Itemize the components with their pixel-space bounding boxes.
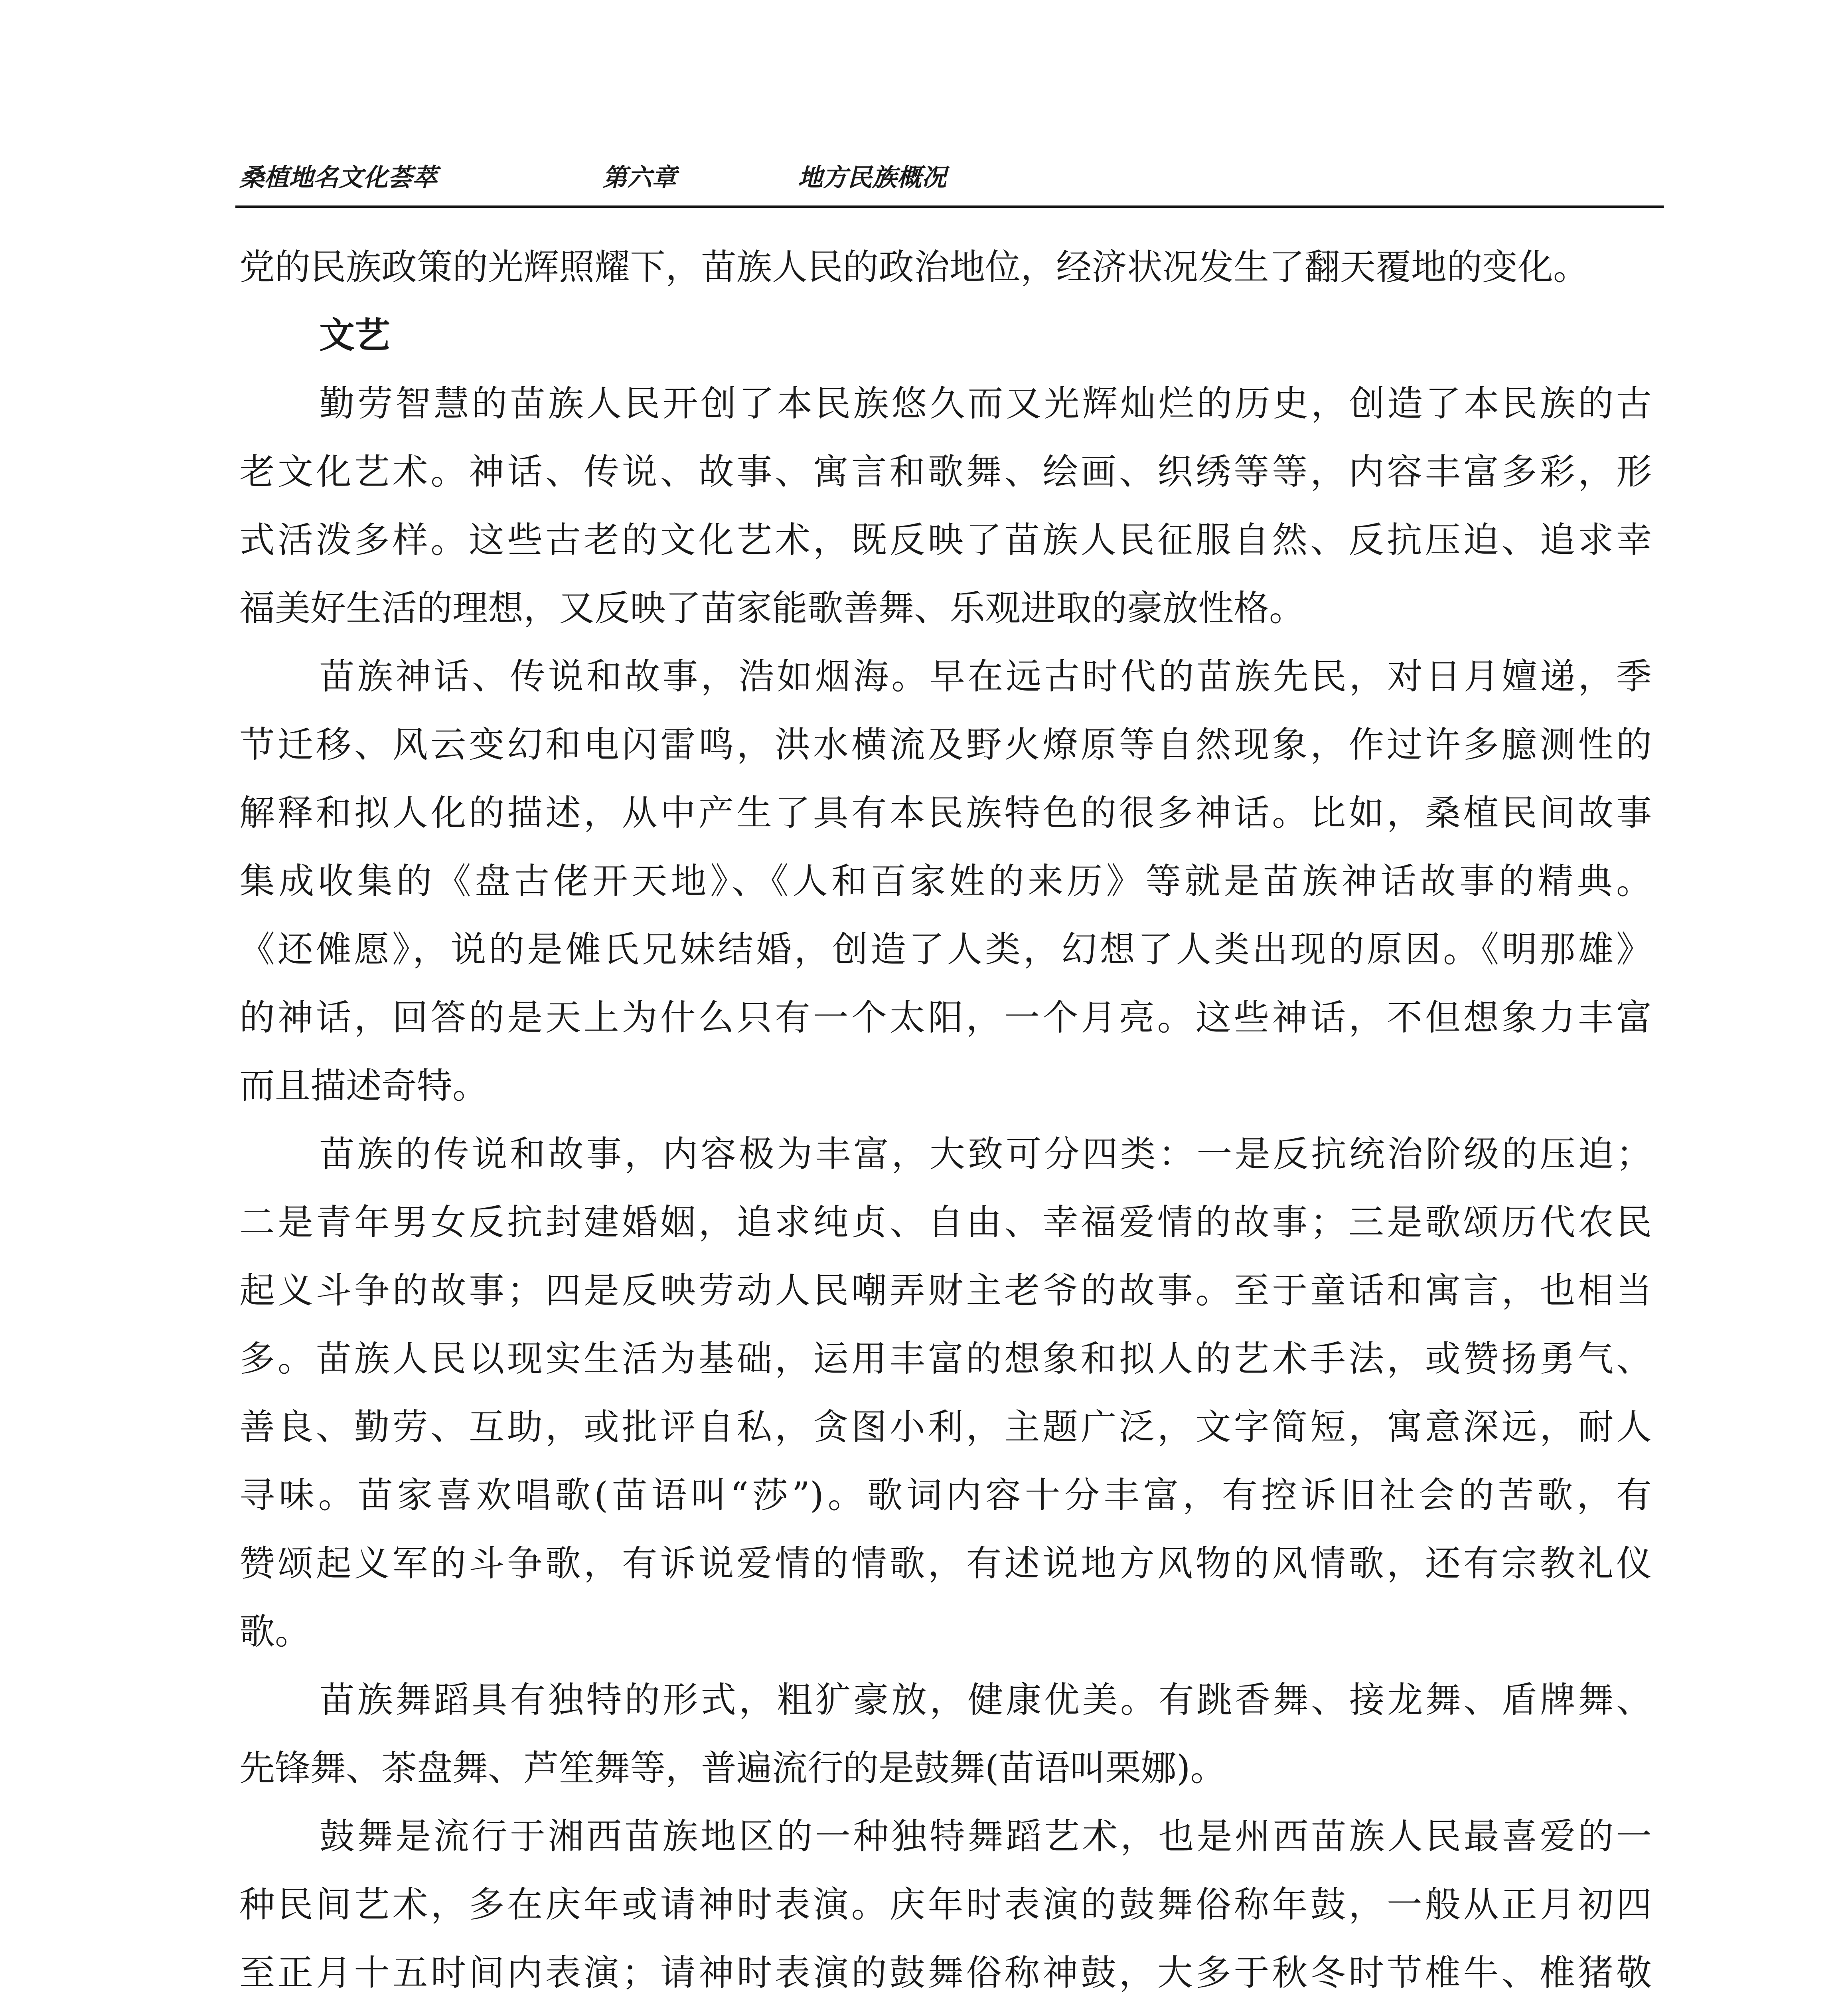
section-title: 文艺 [319,314,390,356]
paragraph-line: 解释和拟人化的描述，从中产生了具有本民族特色的很多神话。比如，桑植民间故事 [239,792,1652,834]
paragraph-line: 节迁移、风云变幻和电闪雷鸣，洪水横流及野火燎原等自然现象，作过许多臆测性的 [239,724,1652,765]
running-header [235,154,1664,201]
paragraph-line: 《还傩愿》，说的是傩氏兄妹结婚，创造了人类，幻想了人类出现的原因。《明那雄》 [239,928,1652,970]
paragraph-line: 苗族舞蹈具有独特的形式，粗犷豪放，健康优美。有跳香舞、接龙舞、盾牌舞、 [319,1679,1652,1720]
paragraph-line: 赞颂起义军的斗争歌，有诉说爱情的情歌，有述说地方风物的风情歌，还有宗教礼仪 [239,1543,1652,1584]
paragraph-line: 歌。 [239,1611,310,1652]
paragraph-line: 种民间艺术，多在庆年或请神时表演。庆年时表演的鼓舞俗称年鼓，一般从正月初四 [239,1884,1652,1925]
header-rule [235,205,1664,208]
page-body [239,239,1652,1995]
paragraph-line: 集成收集的《盘古佬开天地》、《人和百家姓的来历》等就是苗族神话故事的精典。 [239,860,1652,902]
paragraph-line: 福美好生活的理想，又反映了苗家能歌善舞、乐观进取的豪放性格。 [239,587,1305,629]
book-title: 桑植地名文化荟萃 [239,163,438,192]
paragraph-line: 善良、勤劳、互助，或批评自私，贪图小利，主题广泛，文字简短，寓意深远，耐人 [239,1406,1652,1448]
paragraph-line: 鼓舞是流行于湘西苗族地区的一种独特舞蹈艺术，也是州西苗族人民最喜爱的一 [319,1815,1652,1857]
paragraph-line: 苗族神话、传说和故事，浩如烟海。早在远古时代的苗族先民，对日月嬗递，季 [319,656,1652,697]
paragraph-line: 起义斗争的故事；四是反映劳动人民嘲弄财主老爷的故事。至于童话和寓言，也相当 [239,1270,1652,1311]
paragraph-line: 二是青年男女反抗封建婚姻，追求纯贞、自由、幸福爱情的故事；三是歌颂历代农民 [239,1201,1652,1243]
paragraph-line: 寻味。苗家喜欢唱歌(苗语叫“莎”)。歌词内容十分丰富，有控诉旧社会的苦歌，有 [239,1474,1652,1516]
paragraph-line: 的神话，回答的是天上为什么只有一个太阳，一个月亮。这些神话，不但想象力丰富 [239,997,1652,1038]
paragraph-line: 而且描述奇特。 [239,1065,488,1106]
paragraph-line: 苗族的传说和故事，内容极为丰富，大致可分四类：一是反抗统治阶级的压迫； [319,1133,1652,1175]
paragraph-line: 勤劳智慧的苗族人民开创了本民族悠久而又光辉灿烂的历史，创造了本民族的古 [319,383,1652,424]
paragraph-line: 先锋舞、茶盘舞、芦笙舞等，普遍流行的是鼓舞(苗语叫栗娜)。 [239,1747,1226,1789]
paragraph-line: 式活泼多样。这些古老的文化艺术，既反映了苗族人民征服自然、反抗压迫、追求幸 [239,519,1652,561]
chapter-number: 第六章 [602,163,677,192]
text-line: 党的民族政策的光辉照耀下，苗族人民的政治地位，经济状况发生了翻天覆地的变化。 [239,246,1589,288]
chapter-title: 地方民族概况 [798,163,947,192]
paragraph-line: 至正月十五时间内表演；请神时表演的鼓舞俗称神鼓，大多于秋冬时节椎牛、椎猪敬 [239,1952,1652,1993]
paragraph-line: 多。苗族人民以现实生活为基础，运用丰富的想象和拟人的艺术手法，或赞扬勇气、 [239,1338,1652,1379]
paragraph-line: 老文化艺术。神话、传说、故事、寓言和歌舞、绘画、织绣等等，内容丰富多彩，形 [239,451,1652,492]
